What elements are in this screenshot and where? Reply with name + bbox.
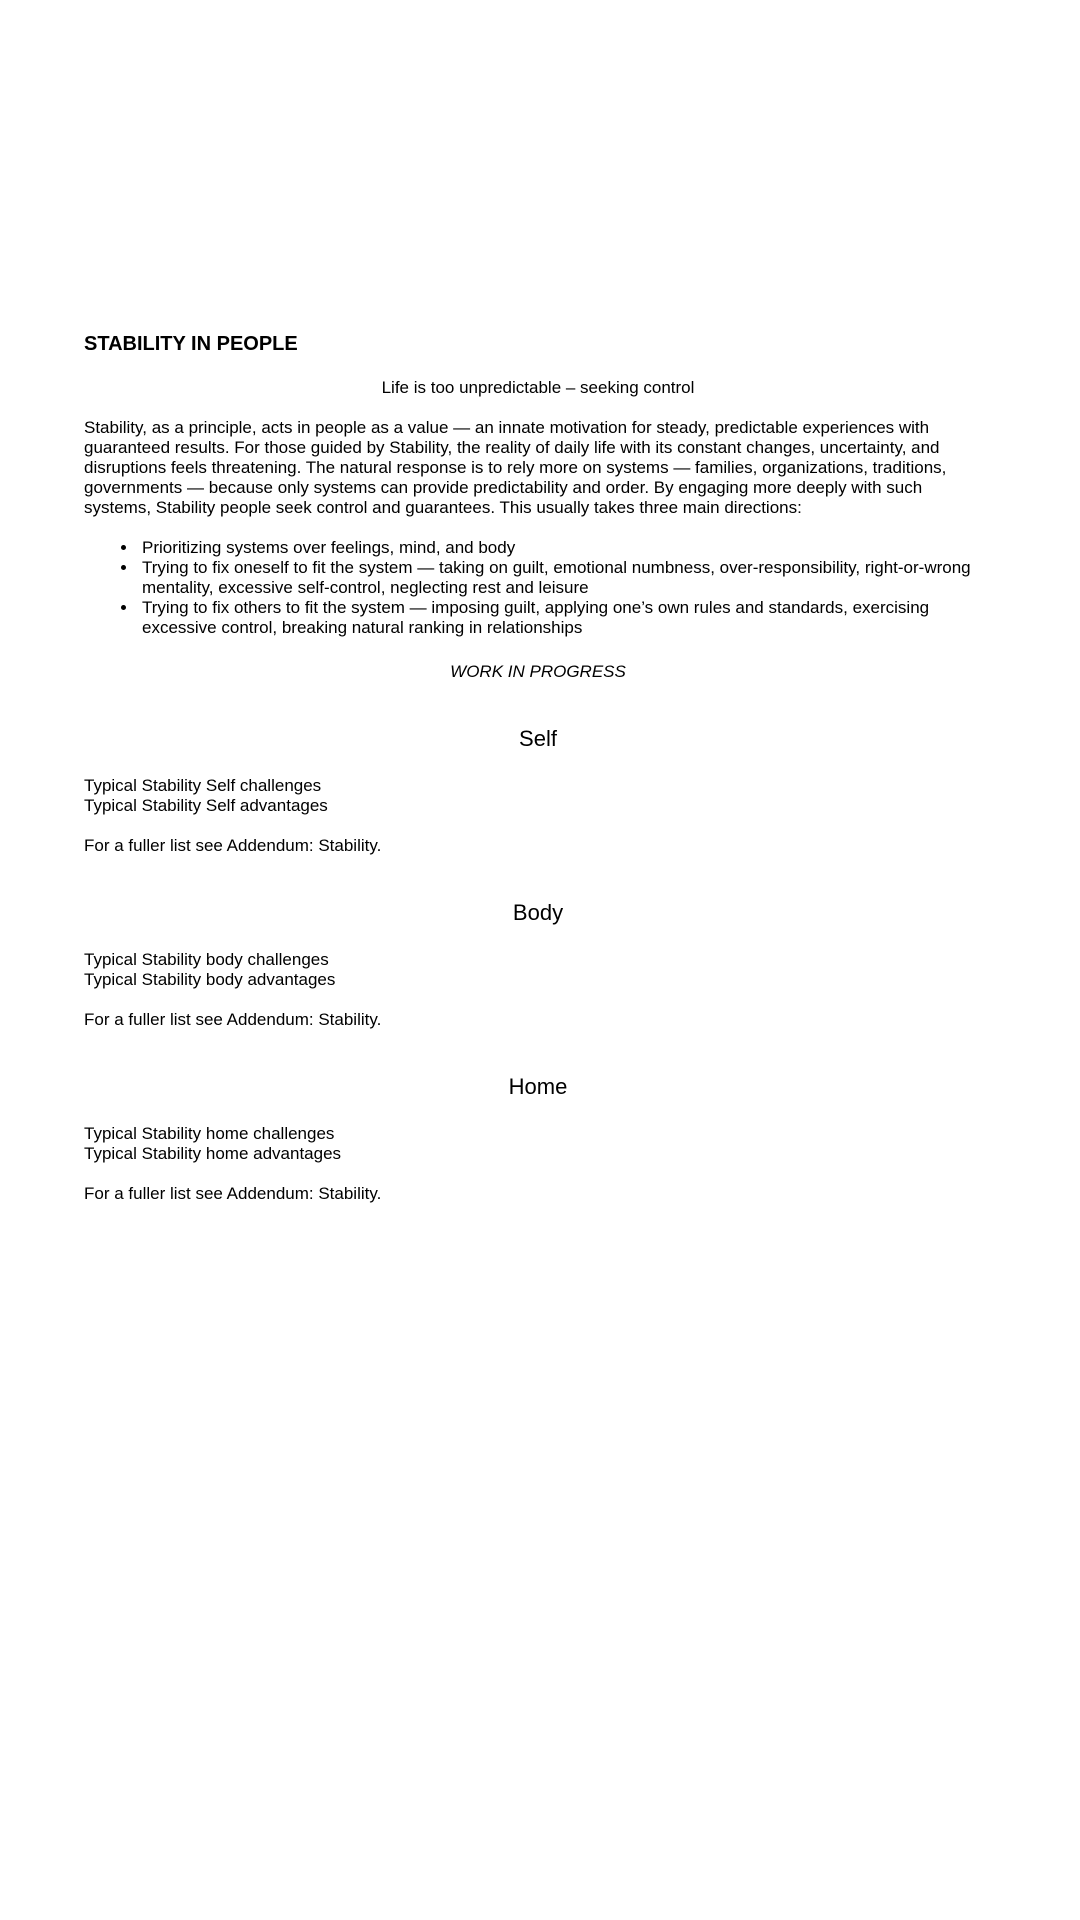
list-item: • Trying to fix others to fit the system — imposing guilt, applying one’s own rules and standards, exercising excessive control, breaking natural ranking in relationships bbox=[138, 598, 992, 638]
section-line: Typical Stability body advantages bbox=[84, 970, 336, 989]
section-line: Typical Stability Self advantages bbox=[84, 796, 328, 815]
work-in-progress-note: WORK IN PROGRESS bbox=[450, 662, 626, 681]
section-body bbox=[84, 900, 992, 1030]
list-item: • Prioritizing systems over feelings, mind, and body bbox=[138, 538, 992, 558]
section-heading-home: Home bbox=[508, 1074, 568, 1099]
section-line: Typical Stability body challenges bbox=[84, 950, 329, 969]
section-heading-self: Self bbox=[519, 726, 557, 751]
document-title: STABILITY IN PEOPLE bbox=[84, 333, 298, 355]
list-item: • Trying to fix oneself to fit the system — taking on guilt, emotional numbness, over-responsibility, right-or-wrong mentality, excessive self-control, neglecting rest and leisure bbox=[138, 558, 992, 598]
section-line: Typical Stability Self challenges bbox=[84, 776, 322, 795]
section-heading-body: Body bbox=[512, 900, 564, 925]
section-self bbox=[84, 726, 992, 856]
section-line: Typical Stability home challenges bbox=[84, 1124, 335, 1143]
directions-list bbox=[84, 538, 992, 638]
section-home bbox=[84, 1074, 992, 1204]
document-subtitle: Life is too unpredictable – seeking control bbox=[381, 378, 695, 397]
intro-paragraph: Stability, as a principle, acts in people as a value — an innate motivation for steady, predictable experiences with guaranteed results. For those guided by Stability, the reality of daily life with its constant changes, uncertainty, and disruptions feels threatening. The natural response is to rely more on systems — families, organizations, traditions, governments — because only systems can provide predictability and order. By engaging more deeply with such systems, Stability people seek control and guarantees. This usually takes three main directions: bbox=[84, 418, 947, 517]
section-note: For a fuller list see Addendum: Stability. bbox=[84, 1010, 382, 1029]
section-note: For a fuller list see Addendum: Stability. bbox=[84, 836, 382, 855]
section-line: Typical Stability home advantages bbox=[84, 1144, 342, 1163]
section-note: For a fuller list see Addendum: Stability. bbox=[84, 1184, 382, 1203]
